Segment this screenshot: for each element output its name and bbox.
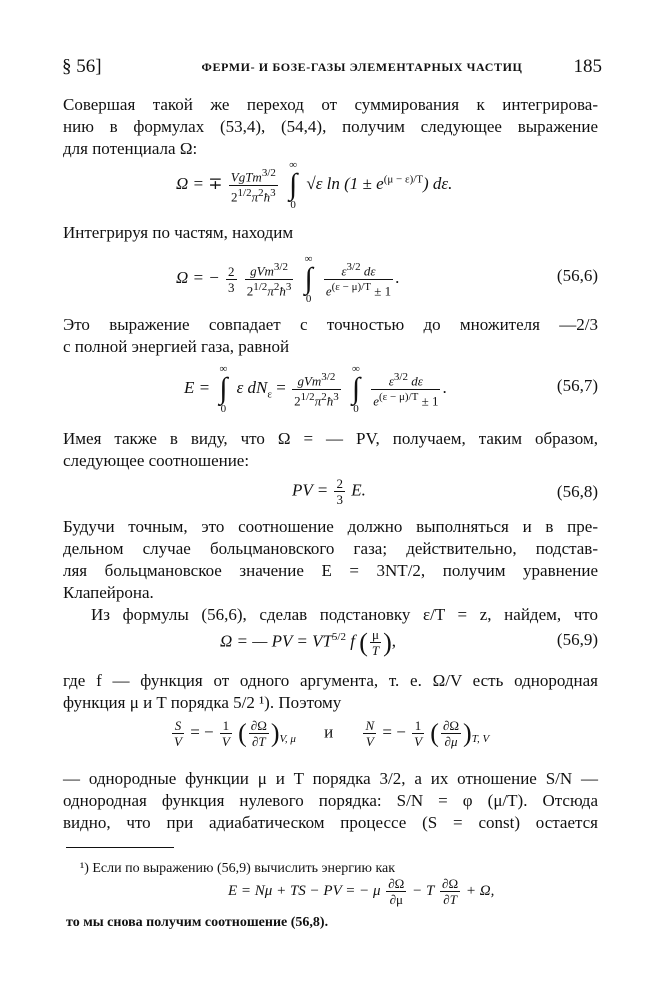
text-line: видно, что при адиабатическом процессе (S = const) остается [63,813,598,832]
integral-sign: ∞ ∫ 0 [289,159,298,211]
text-line: Имея также в виду, что Ω = — PV, получаем, таким образом, [63,429,598,448]
footnote-divider [66,847,174,848]
text-line: функция μ и T порядка 5/2 ¹). Поэтому [63,693,342,712]
eq-fraction: $\frac{\partial\Omega}{\partial\mu}$ [442,718,460,749]
equation-number: (56,8) [556,482,598,501]
text-line: Клапейрона. [63,583,154,602]
eq-fraction: $\frac{1}{V}$ [221,718,230,749]
text-line: дельном случае больцмановского газа; действительно, подстав- [63,539,598,558]
equation-56-7: E = ∞ ∫ 0 ε $dN_\varepsilon$ = $\frac{gVm^{3/2}}{2^{1/2}\pi^2ħ^3}$ ∞ ∫ 0 $\frac{\varepsilon^{3/2} d\varepsilon}{e^{(\varepsilon - \mu)/T} \pm 1}$ . [184,363,447,415]
equation-number: (56,7) [556,376,598,395]
paragraph-3 [63,314,598,358]
eq-fraction: $\frac{gVm^{3/2}}{2^{1/2}\pi^2ħ^3}$ [294,371,339,408]
text-line: Интегрируя по частям, находим [63,223,294,242]
eq-fraction: $\frac{\partial\Omega}{\partial\mu}$ [388,876,405,907]
eq-fraction: $\frac{2}{3}$ [228,263,235,295]
eq-fraction: $\frac{2}{3}$ [336,476,343,507]
text-line: где f — функция от одного аргумента, т. е. Ω/V есть однородная [63,671,598,690]
eq-fraction: $\frac{VgTm^{3/2}}{2^{1/2}\pi^2ħ^3}$ [230,167,276,204]
text-line: нию в формулах (53,4), (54,4), получим следующее выражение [63,117,598,136]
page-number: 185 [573,56,602,77]
equation-56-9: Ω = — PV = $VT^{5/2}$ f ( $\frac{\mu}{T}$ ), [220,627,397,659]
eq-fraction: $\frac{S}{V}$ [174,718,182,749]
running-header [62,56,602,82]
text-line: ляя больцмановское значение E = 3NT/2, получим уравнение [63,561,598,580]
equation-omega-integral: Ω = ∓ $\frac{VgTm^{3/2}}{2^{1/2}\pi^2ħ^3}$ ∞ ∫ 0 √ε $\ln (1 \pm e^{(\mu - \varepsilon)/T})$ dε. [176,159,453,211]
eq-fraction: $\frac{\varepsilon^{3/2} d\varepsilon}{e^{(\varepsilon - \mu)/T} \pm 1}$ [373,371,439,408]
footnote-line-3: то мы снова получим соотношение (56,8). [66,915,329,930]
eq-fraction: $\frac{\partial\Omega}{\partial T}$ [250,718,267,749]
integral-sign: ∞ ∫ 0 [351,363,361,415]
equation-number: (56,9) [556,630,598,649]
eq-integrand: √ε ln (1 ± e [306,173,384,193]
text-line: Это выражение совпадает с точностью до множителя —2/3 [63,315,598,334]
footnote-equation: E = Nμ + TS − PV = − μ $\frac{\partial\Omega}{\partial\mu}$ − T $\frac{\partial\Omega}{\partial T}$ + Ω, [228,876,495,907]
integral-sign: ∞ ∫ 0 [304,253,313,305]
text-line: Совершая такой же переход от суммирования к интегрирова- [63,95,598,114]
text-line: Из формулы (56,6), сделав подстановку ε/T = z, найдем, что [91,605,598,624]
integral-sign: ∞ ∫ 0 [219,363,228,415]
text-line: с полной энергией газа, равной [63,337,290,356]
section-marker: § 56] [62,56,102,77]
paragraph-1 [63,94,598,160]
paragraph-8 [63,768,598,834]
text-line: следующее соотношение: [63,451,250,470]
text-line: Будучи точным, это соотношение должно выполняться и в пре- [63,517,598,536]
paragraph-4 [63,428,598,472]
paragraph-5 [63,516,598,604]
footnote-line-1: ¹) Если по выражению (56,9) вычислить энергию как [80,861,396,876]
equation-partial-derivatives: $\frac{S}{V}$ = − $\frac{1}{V}$ ( $\frac{\partial\Omega}{\partial T}$ )$_{V, \mu}$ и $\frac{N}{V}$ = − $\frac{1}{V}$ ( $\frac{\partial\Omega}{\partial\mu}$ )$_{T, V}$ [174,718,490,749]
text-line: для потенциала Ω: [63,139,198,158]
eq-fraction: $\frac{1}{V}$ [414,718,423,749]
eq-fraction: $\frac{gVm^{3/2}}{2^{1/2}\pi^2ħ^3}$ [246,261,292,298]
paragraph-7 [63,670,598,714]
equation-56-8: PV = $\frac{2}{3}$ E. [292,476,366,507]
text-line: — однородные функции μ и T порядка 3/2, а их отношение S/N — [63,769,598,788]
eq-fraction: $\frac{\mu}{T}$ [371,627,380,659]
eq-lhs: Ω = ∓ [176,173,223,193]
eq-fraction: $\frac{N}{V}$ [365,718,375,749]
chapter-title: ФЕРМИ- И БОЗЕ-ГАЗЫ ЭЛЕМЕНТАРНЫХ ЧАСТИЦ [201,60,523,74]
eq-fraction: $\frac{\partial\Omega}{\partial T}$ [442,876,459,907]
equation-56-6: Ω = − $\frac{2}{3}$ $\frac{gVm^{3/2}}{2^{1/2}\pi^2ħ^3}$ ∞ ∫ 0 $\frac{\varepsilon^{3/2} d\varepsilon}{e^{(\varepsilon - \mu)/T} \pm 1}$ . [176,253,400,305]
eq-fraction: $\frac{\varepsilon^{3/2} d\varepsilon}{e^{(\varepsilon - \mu)/T} \pm 1}$ [325,261,392,298]
paragraph-6 [91,604,598,626]
equation-number: (56,6) [556,266,598,285]
conjunction: и [324,722,334,742]
text-line: однородная функция нулевого порядка: S/N = φ (μ/T). Отсюда [63,791,598,810]
paragraph-2 [63,222,598,244]
